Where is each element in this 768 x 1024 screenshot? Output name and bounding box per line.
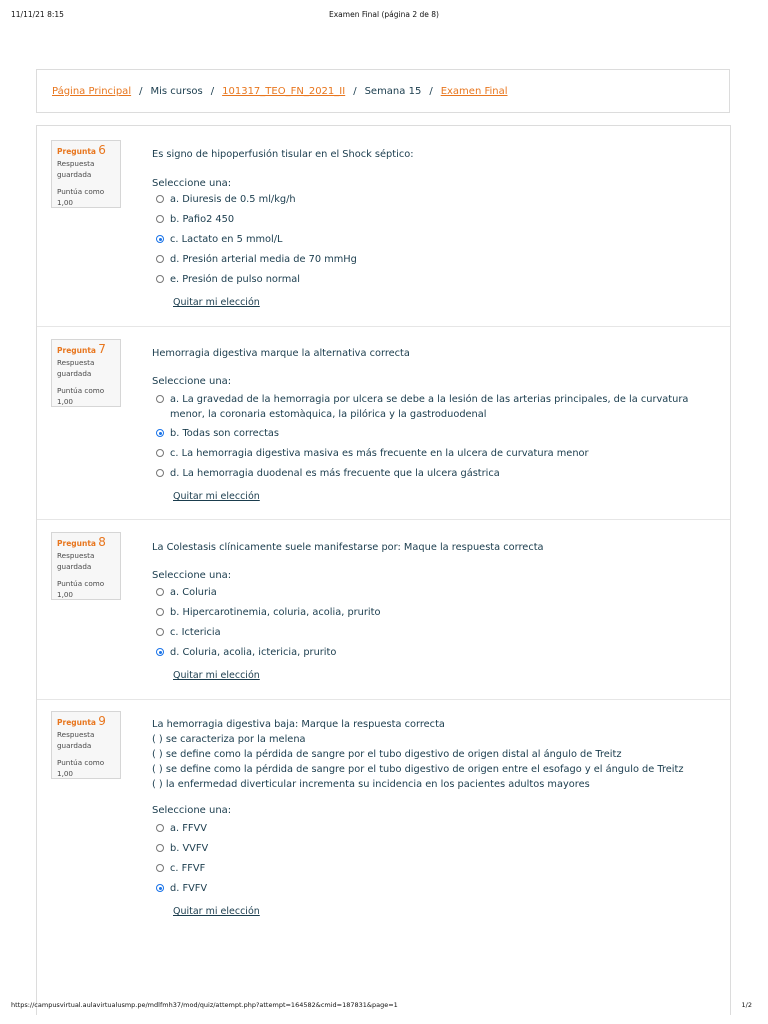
answer-option[interactable]: d. Presión arterial media de 70 mmHg (156, 252, 726, 267)
radio-button[interactable] (156, 864, 164, 872)
select-one-label: Seleccione una: (152, 805, 232, 816)
question-mark: Puntúa como 1,00 (57, 579, 105, 599)
question-text: Es signo de hipoperfusión tisular en el Shock séptico: (152, 149, 414, 160)
select-one-label: Seleccione una: (152, 570, 232, 581)
answer-option[interactable]: c. FFVF (156, 861, 726, 876)
question-mark: Puntúa como 1,00 (57, 758, 105, 778)
radio-button[interactable] (156, 469, 164, 477)
question-info (51, 339, 121, 407)
breadcrumb-separator: / (429, 85, 433, 97)
select-one-label: Seleccione una: (152, 178, 232, 189)
question-divider (37, 699, 730, 700)
radio-button[interactable] (156, 395, 164, 403)
clear-choice-link[interactable]: Quitar mi elección (173, 297, 260, 308)
radio-button-selected[interactable] (156, 648, 164, 656)
radio-button[interactable] (156, 588, 164, 596)
print-title: Examen Final (página 2 de 8) (329, 10, 439, 19)
answer-option[interactable]: b. Hipercarotinemia, coluria, acolia, prurito (156, 605, 726, 620)
answer-option[interactable]: d. La hemorragia duodenal es más frecuente que la ulcera gástrica (156, 466, 726, 481)
radio-button[interactable] (156, 824, 164, 832)
clear-choice-link[interactable]: Quitar mi elección (173, 906, 260, 917)
question-text (152, 717, 684, 792)
select-one-label: Seleccione una: (152, 376, 232, 387)
question-mark: Puntúa como 1,00 (57, 386, 105, 406)
answer-option[interactable]: c. La hemorragia digestiva masiva es más frecuente en la ulcera de curvatura menor (156, 446, 726, 461)
breadcrumb-home-link[interactable]: Página Principal (52, 85, 132, 97)
question-text-line: ( ) se define como la pérdida de sangre por el tubo digestivo de origen distal al ángulo de Treitz (152, 749, 622, 760)
breadcrumb-separator: / (210, 85, 215, 97)
question-text-line: ( ) se define como la pérdida de sangre por el tubo digestivo de origen entre el esofago y el ángulo de Treitz (152, 764, 684, 775)
question-text-line: ( ) la enfermedad diverticular incrementa su incidencia en los pacientes adultos mayores (152, 779, 590, 790)
clear-choice-link[interactable]: Quitar mi elección (173, 670, 260, 681)
print-url: https://campusvirtual.aulavirtualusmp.pe/mdlfmh37/mod/quiz/attempt.php?attempt=164582&cmid=187831&page=1 (11, 1001, 398, 1009)
breadcrumb-week: Semana 15 (364, 85, 422, 97)
answer-option[interactable]: a. FFVV (156, 821, 726, 836)
breadcrumb (36, 69, 730, 113)
question-state: Respuesta guardada (57, 730, 95, 750)
question-info (51, 532, 121, 600)
print-header (0, 10, 768, 24)
radio-button[interactable] (156, 275, 164, 283)
answer-option[interactable]: b. Pafio2 450 (156, 212, 726, 227)
radio-button[interactable] (156, 449, 164, 457)
answer-option[interactable]: e. Presión de pulso normal (156, 272, 726, 287)
question-label: Pregunta (57, 718, 96, 727)
question-state: Respuesta guardada (57, 358, 95, 378)
question-state: Respuesta guardada (57, 551, 95, 571)
question-mark: Puntúa como 1,00 (57, 187, 105, 207)
answer-option[interactable]: d. Coluria, acolia, ictericia, prurito (156, 645, 726, 660)
radio-button-selected[interactable] (156, 884, 164, 892)
breadcrumb-my-courses: Mis cursos (150, 85, 203, 97)
question-number: 6 (98, 143, 106, 157)
radio-button[interactable] (156, 215, 164, 223)
question-text-line: ( ) se caracteriza por la melena (152, 734, 306, 745)
answer-option[interactable]: b. VVFV (156, 841, 726, 856)
breadcrumb-separator: / (353, 85, 357, 97)
print-page-number: 1/2 (741, 1001, 752, 1009)
question-divider (37, 326, 730, 327)
radio-button[interactable] (156, 608, 164, 616)
breadcrumb-separator: / (139, 85, 143, 97)
question-number: 8 (98, 535, 106, 549)
answer-option[interactable]: a. Coluria (156, 585, 726, 600)
radio-button-selected[interactable] (156, 429, 164, 437)
print-date: 11/11/21 8:15 (11, 10, 64, 19)
question-info (51, 711, 121, 779)
radio-button[interactable] (156, 628, 164, 636)
radio-button-selected[interactable] (156, 235, 164, 243)
answer-option[interactable]: a. Diuresis de 0.5 ml/kg/h (156, 192, 726, 207)
answer-option[interactable]: c. Lactato en 5 mmol/L (156, 232, 726, 247)
answer-option[interactable]: c. Ictericia (156, 625, 726, 640)
clear-choice-link[interactable]: Quitar mi elección (173, 491, 260, 502)
breadcrumb-exam-link[interactable]: Examen Final (440, 85, 508, 97)
question-label: Pregunta (57, 539, 96, 548)
question-number: 9 (98, 714, 106, 728)
question-state: Respuesta guardada (57, 159, 95, 179)
breadcrumb-course-link[interactable]: 101317_TEO_FN_2021_II (222, 85, 346, 97)
answer-option[interactable]: b. Todas son correctas (156, 426, 726, 441)
answer-option[interactable]: a. La gravedad de la hemorragia por ulcera se debe a la lesión de las arterias principales, de la curvatura menor, la coronaria estomàquica, la pilórica y la gastroduodenal (156, 392, 726, 422)
question-text: La Colestasis clínicamente suele manifestarse por: Maque la respuesta correcta (152, 542, 544, 553)
radio-button[interactable] (156, 195, 164, 203)
question-text-line: La hemorragia digestiva baja: Marque la respuesta correcta (152, 719, 445, 730)
question-label: Pregunta (57, 147, 96, 156)
question-divider (37, 519, 730, 520)
print-footer (0, 1001, 768, 1015)
answer-option[interactable]: d. FVFV (156, 881, 726, 896)
question-label: Pregunta (57, 346, 96, 355)
radio-button[interactable] (156, 255, 164, 263)
question-text: Hemorragia digestiva marque la alternativa correcta (152, 348, 410, 359)
question-number: 7 (98, 342, 106, 356)
radio-button[interactable] (156, 844, 164, 852)
question-info (51, 140, 121, 208)
